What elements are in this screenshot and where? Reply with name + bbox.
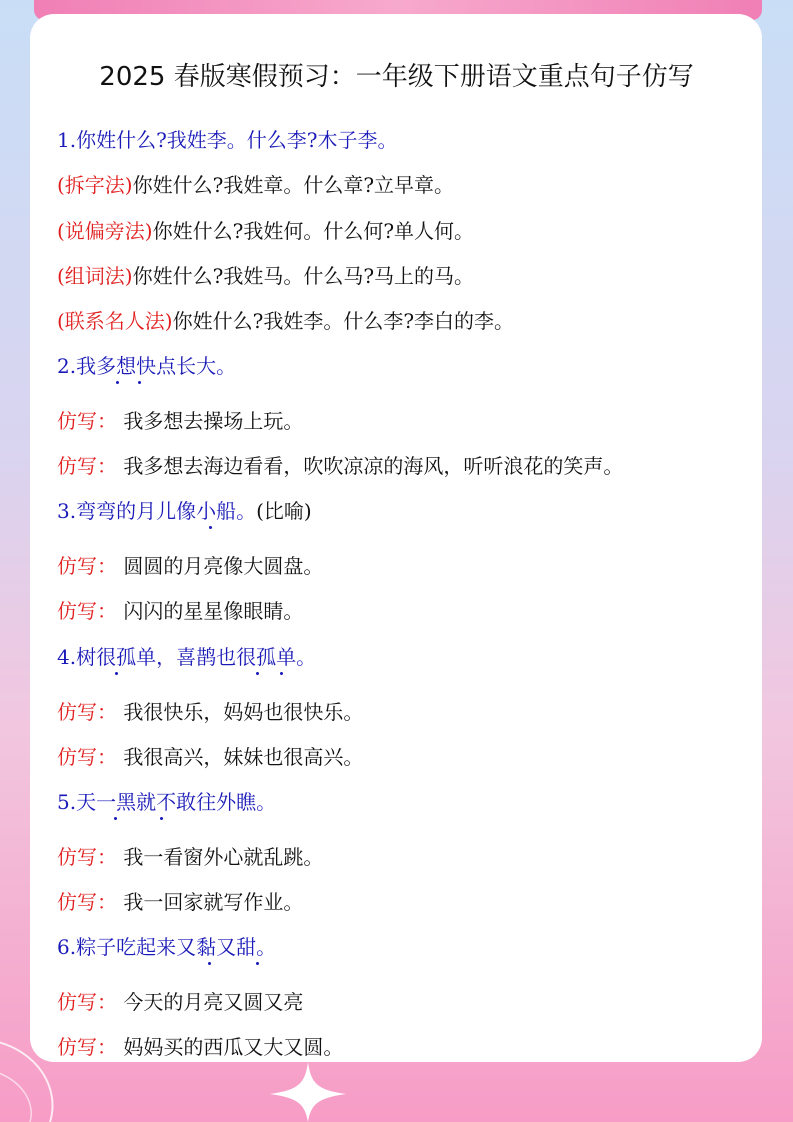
emphasis-dot bbox=[138, 381, 141, 384]
emphasis-dot bbox=[160, 817, 163, 820]
example-line bbox=[57, 597, 303, 625]
method-text: 你姓什么?我姓何。什么何?单人何。 bbox=[152, 219, 475, 243]
sparkle-icon bbox=[268, 1060, 348, 1122]
curve-decoration bbox=[0, 1010, 90, 1122]
example-line bbox=[57, 552, 323, 580]
example-text: 我很高兴，妹妹也很高兴。 bbox=[123, 745, 364, 769]
method-text: 你姓什么?我姓马。什么马?马上的马。 bbox=[132, 264, 475, 288]
method-text: 你姓什么?我姓章。什么章?立早章。 bbox=[132, 173, 455, 197]
section-3-heading bbox=[57, 497, 312, 525]
example-line bbox=[57, 843, 323, 871]
method-tag: (组词法) bbox=[57, 264, 133, 288]
example-label: 仿写： bbox=[57, 745, 117, 769]
example-line bbox=[57, 1033, 343, 1061]
section-2-heading: 2.我多想快点长大。 bbox=[57, 354, 237, 378]
section-3-heading-text: 3.弯弯的月儿像小船。 bbox=[57, 499, 257, 523]
example-line bbox=[57, 988, 303, 1016]
example-line bbox=[57, 743, 363, 771]
method-line-3 bbox=[57, 262, 474, 290]
example-text: 我一看窗外心就乱跳。 bbox=[123, 845, 324, 869]
emphasis-dot bbox=[280, 672, 283, 675]
emphasis-dot bbox=[256, 962, 259, 965]
emphasis-dot bbox=[256, 672, 259, 675]
section-3-heading-note: (比喻) bbox=[256, 499, 312, 523]
example-label: 仿写： bbox=[57, 454, 117, 478]
emphasis-dot bbox=[209, 526, 212, 529]
emphasis-dot bbox=[116, 381, 119, 384]
method-line-2 bbox=[57, 217, 474, 245]
method-tag: (联系名人法) bbox=[57, 309, 173, 333]
example-label: 仿写： bbox=[57, 845, 117, 869]
example-line bbox=[57, 888, 303, 916]
method-text: 你姓什么?我姓李。什么李?李白的李。 bbox=[172, 309, 515, 333]
example-text: 我多想去操场上玩。 bbox=[123, 409, 304, 433]
method-line-4 bbox=[57, 307, 514, 335]
section-6-heading: 6.粽子吃起来又黏又甜。 bbox=[57, 935, 277, 959]
method-line-1 bbox=[57, 171, 454, 199]
example-label: 仿写： bbox=[57, 990, 117, 1014]
example-text: 我一回家就写作业。 bbox=[123, 890, 304, 914]
example-line bbox=[57, 407, 303, 435]
example-label: 仿写： bbox=[57, 890, 117, 914]
example-line bbox=[57, 452, 623, 480]
example-label: 仿写： bbox=[57, 700, 117, 724]
example-label: 仿写： bbox=[57, 599, 117, 623]
section-5-heading: 5.天一黑就不敢往外瞧。 bbox=[57, 790, 277, 814]
method-tag: (说偏旁法) bbox=[57, 219, 153, 243]
page-title: 2025 春版寒假预习：一年级下册语文重点句子仿写 bbox=[99, 62, 694, 92]
section-1-heading: 1.你姓什么?我姓李。什么李?木子李。 bbox=[57, 128, 398, 152]
example-text: 我多想去海边看看，吹吹凉凉的海风，听听浪花的笑声。 bbox=[123, 454, 624, 478]
example-text: 妈妈买的西瓜又大又圆。 bbox=[123, 1035, 344, 1059]
emphasis-dot bbox=[115, 672, 118, 675]
section-4-heading: 4.树很孤单，喜鹊也很孤单。 bbox=[57, 645, 317, 669]
emphasis-dot bbox=[208, 962, 211, 965]
example-text: 我很快乐，妈妈也很快乐。 bbox=[123, 700, 364, 724]
example-label: 仿写： bbox=[57, 1035, 117, 1059]
example-line bbox=[57, 698, 363, 726]
example-text: 圆圆的月亮像大圆盘。 bbox=[123, 554, 324, 578]
emphasis-dot bbox=[114, 817, 117, 820]
example-text: 今天的月亮又圆又亮 bbox=[123, 990, 304, 1014]
example-label: 仿写： bbox=[57, 409, 117, 433]
method-tag: (拆字法) bbox=[57, 173, 133, 197]
example-text: 闪闪的星星像眼睛。 bbox=[123, 599, 304, 623]
example-label: 仿写： bbox=[57, 554, 117, 578]
